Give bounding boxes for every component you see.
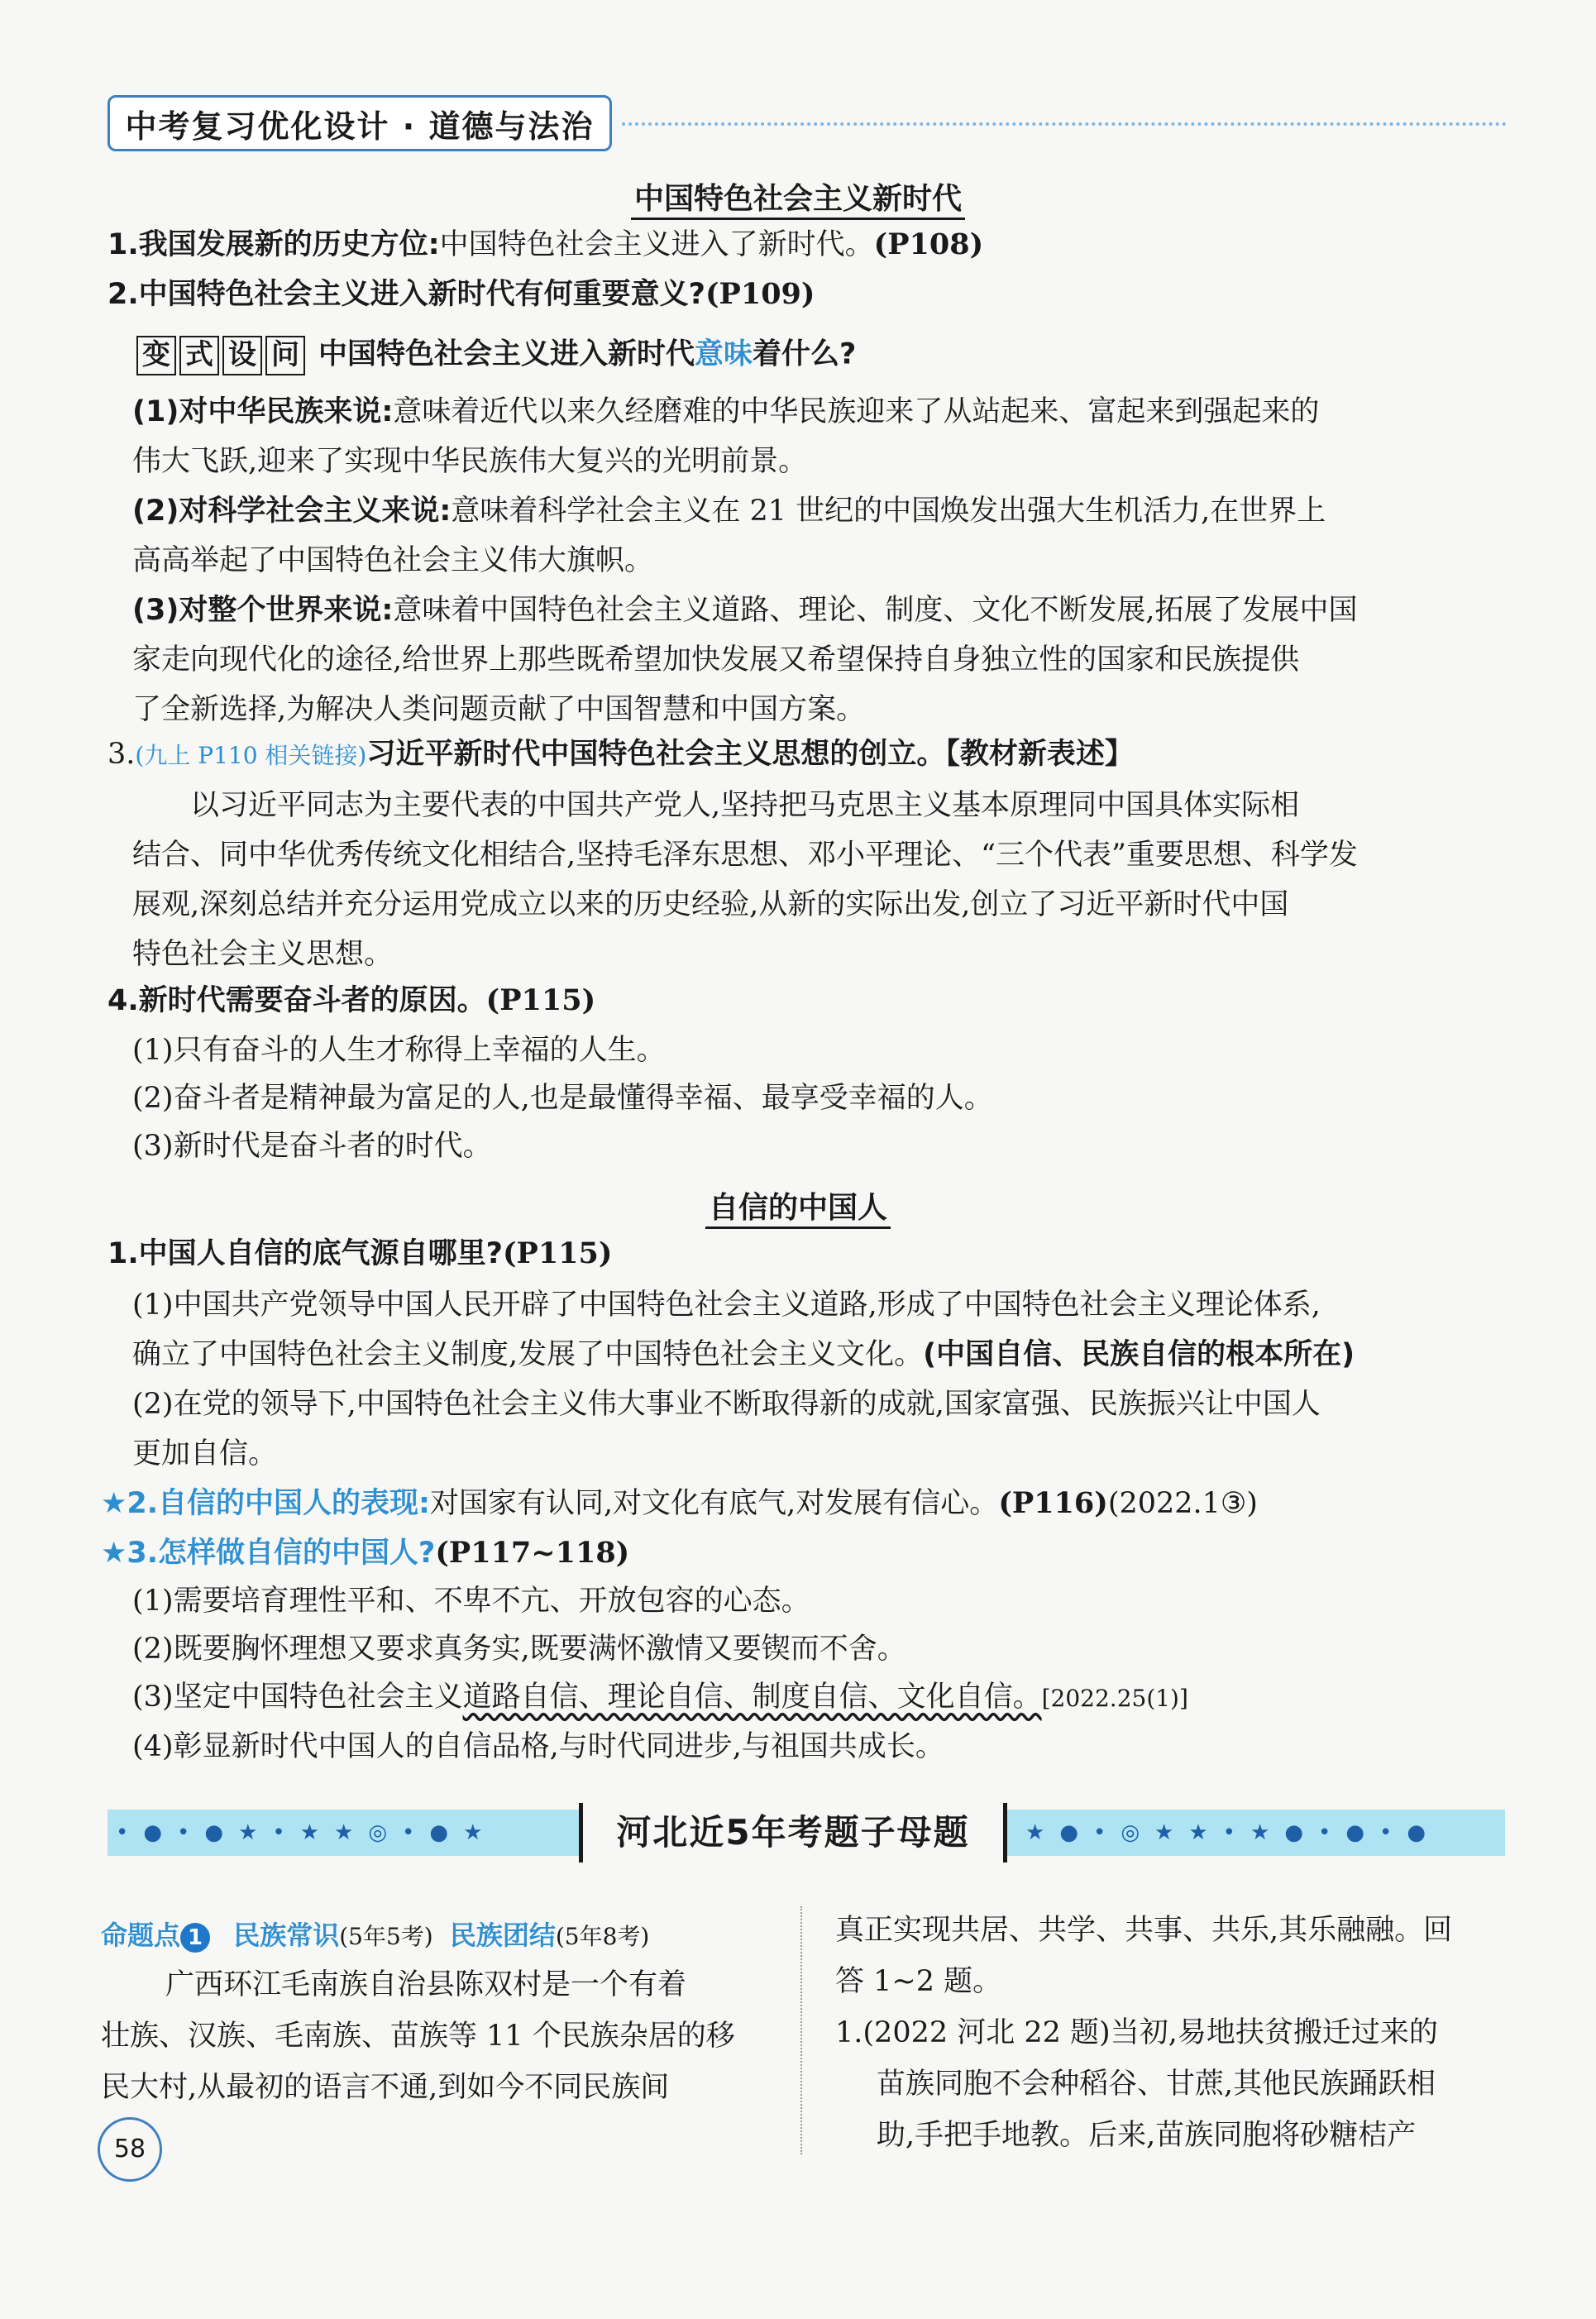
banner-decoration-right: ★ ● • ◎ ★ ★ • ★ ● • ● • ● — [1025, 1820, 1426, 1845]
left-col-line1: 广西环江毛南族自治县陈双村是一个有着 — [165, 1968, 687, 2001]
s1-p3-line2: 家走向现代化的途径,给世界上那些既希望加快发展又希望保持自身独立性的国家和民族提供 — [132, 643, 1300, 677]
s1-q3: 3.(九上 P110 相关链接)习近平新时代中国特色社会主义思想的创立。【教材新表述】 — [108, 738, 1134, 771]
s1-p2-line1: (2)对科学社会主义来说:意味着科学社会主义在 21 世纪的中国焕发出强大生机活力,在世界上 — [132, 495, 1326, 528]
s1-p1-line1: (1)对中华民族来说:意味着近代以来久经磨难的中华民族迎来了从站起来、富起来到强起来的 — [132, 395, 1320, 428]
right-col-line2: 答 1~2 题。 — [835, 1965, 1002, 1998]
exam-banner-title: 河北近5年考题子母题 — [579, 1803, 1007, 1862]
s1-q3-body-4: 特色社会主义思想。 — [132, 938, 394, 971]
variant-question: 变 式 设 问 中国特色社会主义进入新时代意味着什么? — [136, 336, 856, 375]
right-col-line4: 苗族同胞不会种稻谷、甘蔗,其他民族踊跃相 — [877, 2068, 1436, 2101]
left-col-line3: 民大村,从最初的语言不通,到如今不同民族间 — [101, 2071, 670, 2104]
s2-q1: 1.中国人自信的底气源自哪里?(P115) — [108, 1236, 613, 1270]
s1-q4-item1: (1)只有奋斗的人生才称得上幸福的人生。 — [132, 1034, 666, 1067]
header-title: 中考复习优化设计 · 道德与法治 — [108, 95, 612, 151]
s2-q3-item4: (4)彰显新时代中国人的自信品格,与时代同进步,与祖国共成长。 — [132, 1730, 944, 1763]
header-dotted-rule — [622, 122, 1507, 129]
s2-q3: ★3.怎样做自信的中国人?(P117~118) — [101, 1536, 630, 1570]
s1-p3-line1: (3)对整个世界来说:意味着中国特色社会主义道路、理论、制度、文化不断发展,拓展了发展中国 — [132, 594, 1358, 627]
s1-q3-body-2: 结合、同中华优秀传统文化相结合,坚持毛泽东思想、邓小平理论、“三个代表”重要思想、科学发 — [132, 839, 1358, 872]
s2-q1-p2-line2: 更加自信。 — [132, 1437, 278, 1470]
topic-point-heading: 命题点 1 民族常识(5年5考) 民族团结(5年8考) — [101, 1920, 650, 1951]
star-icon: ★ — [101, 1487, 127, 1520]
column-divider — [800, 1906, 802, 2154]
page-number: 58 — [98, 2117, 162, 2182]
s2-q1-p1-line2: 确立了中国特色社会主义制度,发展了中国特色社会主义文化。(中国自信、民族自信的根本所在) — [132, 1338, 1355, 1371]
s2-q3-item1: (1)需要培育理性平和、不卑不亢、开放包容的心态。 — [132, 1585, 810, 1618]
variant-question-badge: 变 式 设 问 — [136, 336, 305, 375]
section-title-new-era: 中国特色社会主义新时代 — [0, 175, 1596, 218]
s2-q1-p2-line1: (2)在党的领导下,中国特色社会主义伟大事业不断取得新的成就,国家富强、民族振兴让中国人 — [132, 1388, 1321, 1421]
s1-q4-item2: (2)奋斗者是精神最为富足的人,也是最懂得幸福、最享受幸福的人。 — [132, 1082, 993, 1115]
s2-q3-item2: (2)既要胸怀理想又要求真务实,既要满怀激情又要锲而不舍。 — [132, 1633, 906, 1666]
right-col-line1: 真正实现共居、共学、共事、共乐,其乐融融。回 — [835, 1914, 1453, 1947]
s2-q1-p1-line1: (1)中国共产党领导中国人民开辟了中国特色社会主义道路,形成了中国特色社会主义理论体系, — [132, 1289, 1321, 1322]
s2-q2: ★2.自信的中国人的表现:对国家有认同,对文化有底气,对发展有信心。(P116)(2022.1③) — [101, 1486, 1258, 1520]
left-col-line2: 壮族、汉族、毛南族、苗族等 11 个民族杂居的移 — [101, 2020, 735, 2053]
right-col-line5: 助,手把手地教。后来,苗族同胞将砂糖桔产 — [877, 2119, 1417, 2152]
banner-decoration-left: • ● • ● ★ • ★ ★ ◎ • ● ★ — [116, 1820, 483, 1845]
s1-p1-line2: 伟大飞跃,迎来了实现中华民族伟大复兴的光明前景。 — [132, 445, 808, 478]
s1-q2: 2.中国特色社会主义进入新时代有何重要意义?(P109) — [108, 277, 815, 311]
s1-q3-body-3: 展观,深刻总结并充分运用党成立以来的历史经验,从新的实际出发,创立了习近平新时代中国 — [132, 888, 1289, 921]
topic-number-badge: 1 — [180, 1923, 210, 1953]
section-title-confident: 自信的中国人 — [0, 1184, 1596, 1226]
s1-q4: 4.新时代需要奋斗者的原因。(P115) — [108, 983, 596, 1017]
s2-q3-item3: (3)坚定中国特色社会主义道路自信、理论自信、制度自信、文化自信。[2022.25(1)] — [132, 1681, 1188, 1714]
s1-q1: 1.我国发展新的历史方位:中国特色社会主义进入了新时代。(P108) — [108, 227, 984, 261]
s1-q4-item3: (3)新时代是奋斗者的时代。 — [132, 1130, 492, 1163]
right-col-line3: 1.(2022 河北 22 题)当初,易地扶贫搬迁过来的 — [835, 2016, 1438, 2049]
s1-p2-line2: 高高举起了中国特色社会主义伟大旗帜。 — [132, 544, 654, 577]
s1-q3-body-1: 以习近平同志为主要代表的中国共产党人,坚持把马克思主义基本原理同中国具体实际相 — [190, 789, 1300, 822]
s1-p3-line3: 了全新选择,为解决人类问题贡献了中国智慧和中国方案。 — [132, 693, 866, 726]
star-icon: ★ — [101, 1537, 127, 1570]
